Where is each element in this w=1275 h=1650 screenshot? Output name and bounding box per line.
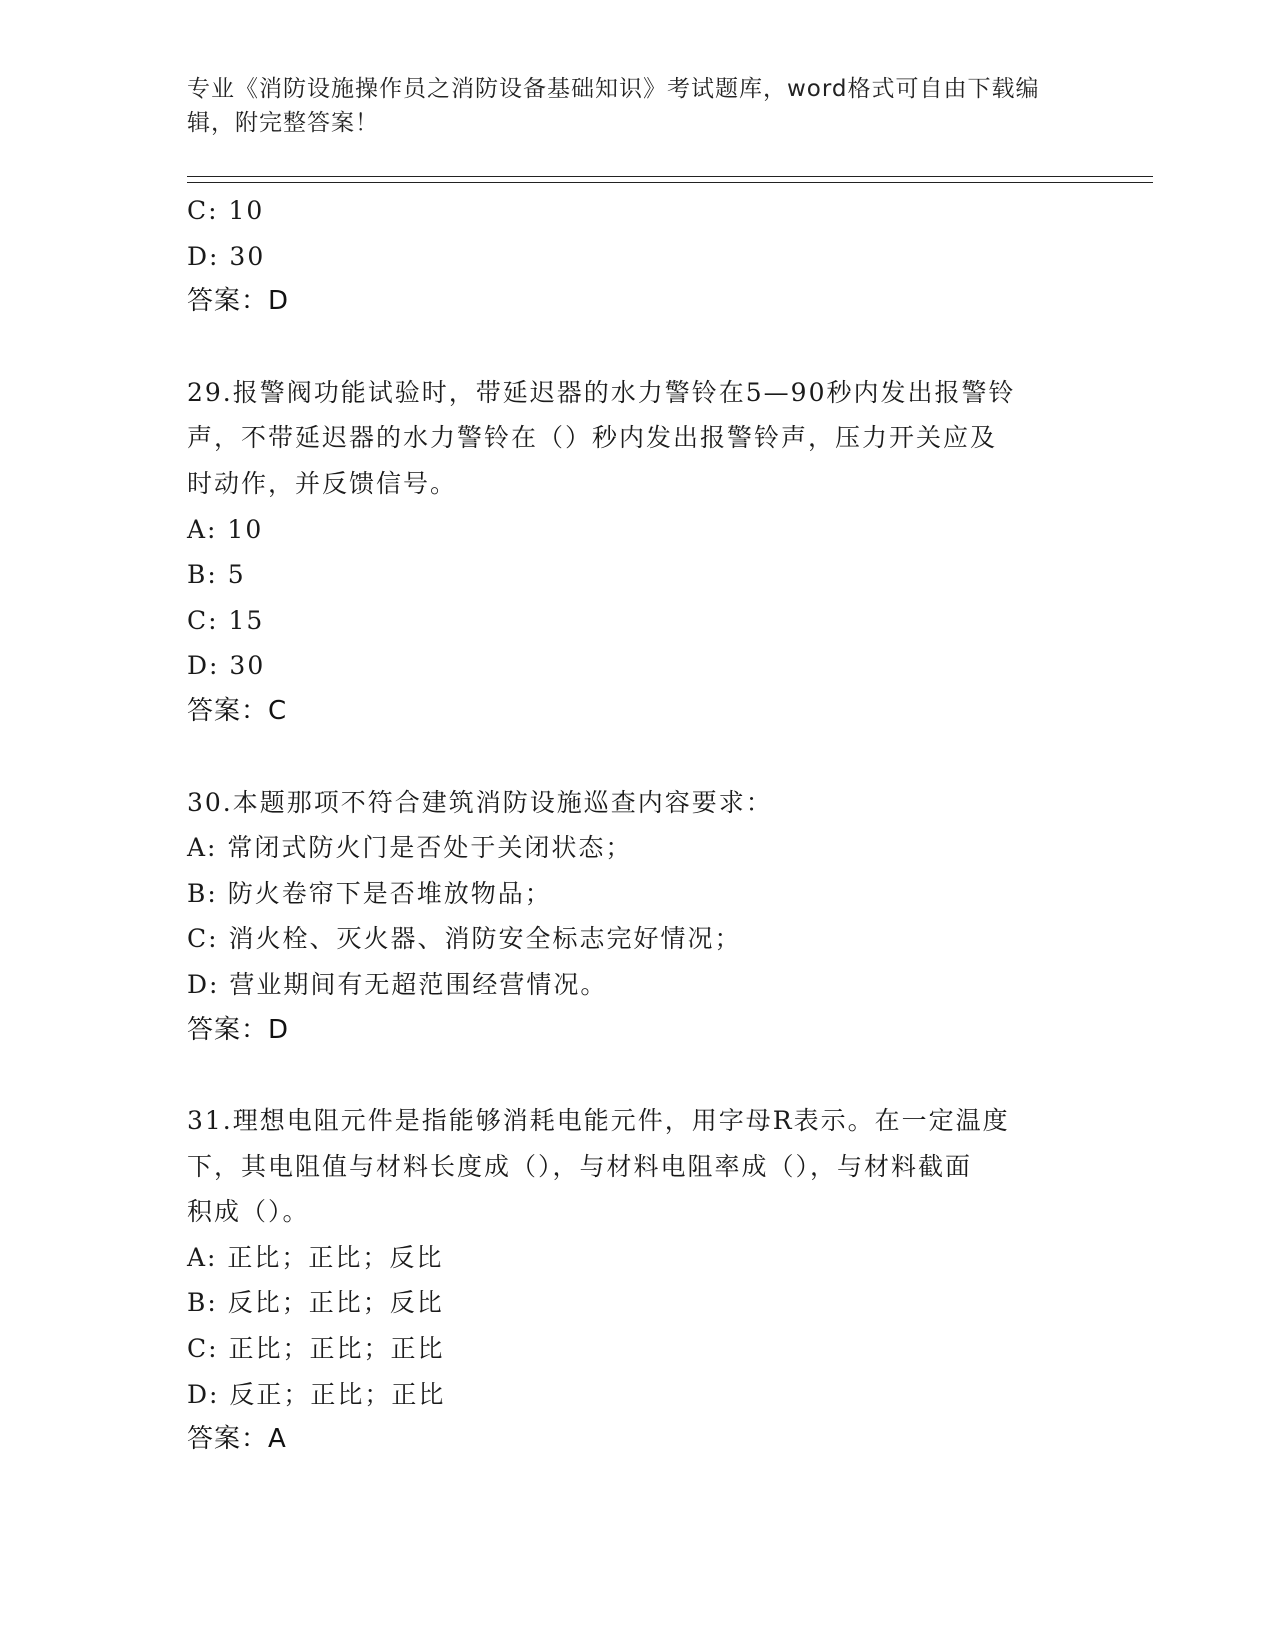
option-a: A: 正比；正比；反比 (187, 1242, 444, 1272)
option-c: C: 消火栓、灭火器、消防安全标志完好情况； (187, 924, 742, 954)
header-rule-top (187, 176, 1153, 177)
question-text-line: 声，不带延迟器的水力警铃在（）秒内发出报警铃声，压力开关应及 (187, 423, 998, 453)
question-content (187, 188, 1087, 1463)
option-d: D: 营业期间有无超范围经营情况。 (187, 969, 608, 999)
page-header (187, 72, 1067, 140)
question-text-line: 积成（）。 (187, 1197, 310, 1227)
option-d: D: 30 (187, 651, 266, 681)
answer-line: 答案：C (187, 695, 288, 726)
option-d: D: 30 (187, 241, 266, 271)
prev-question-block (187, 188, 1087, 325)
question-text-line: 时动作，并反馈信号。 (187, 468, 458, 498)
header-line-1: 专业《消防设施操作员之消防设备基础知识》考试题库，word格式可自由下载编 (187, 76, 1040, 102)
question-text-line: 31.理想电阻元件是指能够消耗电能元件，用字母R表示。在一定温度 (187, 1106, 1010, 1136)
option-b: B: 5 (187, 560, 246, 590)
option-a: A: 10 (187, 514, 264, 544)
option-d: D: 反正；正比；正比 (187, 1379, 446, 1409)
question-29 (187, 370, 1087, 735)
answer-line: 答案：D (187, 286, 290, 317)
option-b: B: 防火卷帘下是否堆放物品； (187, 878, 552, 908)
option-c: C: 正比；正比；正比 (187, 1334, 445, 1364)
option-a: A: 常闭式防火门是否处于关闭状态； (187, 833, 633, 863)
header-line-2: 辑，附完整答案！ (187, 110, 379, 136)
question-text-line: 下，其电阻值与材料长度成（），与材料电阻率成（），与材料截面 (187, 1151, 973, 1181)
answer-line: 答案：D (187, 1014, 290, 1045)
header-rule-bottom (187, 182, 1153, 183)
option-b: B: 反比；正比；反比 (187, 1288, 444, 1318)
option-c: C: 15 (187, 605, 265, 635)
question-31 (187, 1098, 1087, 1463)
question-text-line: 30.本题那项不符合建筑消防设施巡查内容要求： (187, 787, 773, 817)
answer-line: 答案：A (187, 1424, 287, 1455)
question-text-line: 29.报警阀功能试验时，带延迟器的水力警铃在5—90秒内发出报警铃 (187, 377, 1016, 407)
option-c: C: 10 (187, 196, 265, 225)
question-30 (187, 780, 1087, 1054)
